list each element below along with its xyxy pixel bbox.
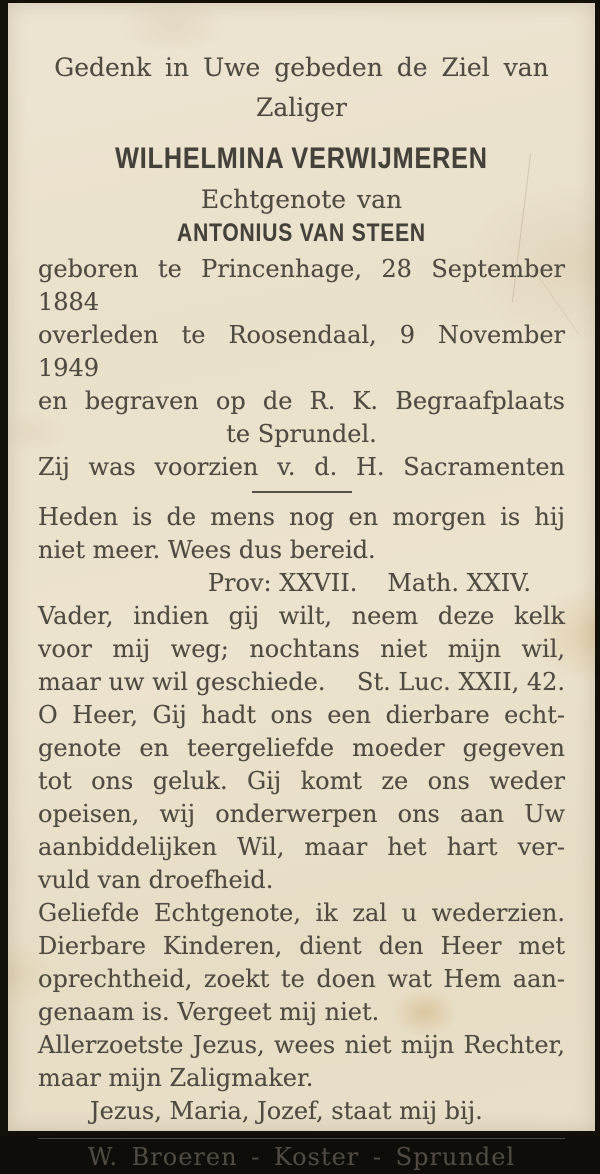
prayer-line: genaam is. Vergeet mij niet. (38, 998, 380, 1026)
prayer-line: genote en teergeliefde moeder gegeven (38, 734, 565, 762)
prayer-line: maar uw wil geschiede. (38, 668, 326, 696)
prayer-line: maar mijn Zaligmaker. (38, 1064, 314, 1092)
prayer-section (38, 501, 565, 1128)
printer-line: W. Broeren - Koster - Sprundel (87, 1143, 516, 1171)
sacraments-line: Zij was voorzien v. d. H. Sacramenten (38, 453, 565, 481)
card-content (8, 3, 595, 1174)
invocation-line: Jezus, Maria, Jozef, staat mij bij. (90, 1097, 483, 1125)
prayer-line: niet meer. Wees dus bereid. (38, 536, 376, 564)
prayer-line: Heden is de mens nog en morgen is hij (38, 503, 565, 531)
prayer-line: Allerzoetste Jezus, wees niet mijn Rechter, (38, 1031, 565, 1059)
scripture-ref-luke: St. Luc. XXII, 42. (357, 668, 565, 696)
prayer-line: Geliefde Echtgenote, ik zal u wederzien. (38, 899, 565, 927)
vitals-section (38, 253, 565, 484)
prayer-line: voor mij weg; nochtans niet mijn wil, (38, 635, 565, 663)
scripture-ref-matthew: Math. XXIV. (387, 569, 531, 597)
intro-line-2: Zaliger (255, 93, 347, 122)
death-line: overleden te Roosendaal, 9 November 1949 (38, 321, 565, 382)
prayer-line: O Heer, Gij hadt ons een dierbare echt- (38, 701, 565, 729)
birth-line: geboren te Princenhage, 28 September 1884 (38, 255, 565, 316)
prayer-line: tot ons geluk. Gij komt ze ons weder (38, 767, 565, 795)
section-divider (252, 491, 352, 493)
scripture-ref-proverbs: Prov: XXVII. (207, 569, 358, 597)
deceased-name: WILHELMINA VERWIJMEREN (115, 142, 488, 175)
prayer-line-with-reference (38, 666, 565, 699)
prayer-line: opeisen, wij onderwerpen ons aan Uw (38, 800, 565, 828)
prayer-line: oprechtheid, zoekt te doen wat Hem aan- (38, 965, 565, 993)
prayer-line: vuld van droefheid. (38, 866, 274, 894)
burial-line-1: en begraven op de R. K. Begraafplaats (38, 387, 565, 415)
memorial-card (8, 3, 595, 1171)
scripture-reference (38, 567, 565, 600)
burial-line-2: te Sprundel. (226, 420, 377, 448)
footer-divider (38, 1138, 565, 1139)
spouse-name: ANTONIUS VAN STEEN (177, 219, 426, 247)
prayer-line: aanbiddelijken Wil, maar het hart ver- (38, 833, 565, 861)
intro-line-1: Gedenk in Uwe gebeden de Ziel van (54, 53, 549, 82)
prayer-line: Vader, indien gij wilt, neem deze kelk (38, 602, 565, 630)
relation-line: Echtgenote van (200, 185, 403, 214)
prayer-line: Dierbare Kinderen, dient den Heer met (38, 932, 565, 960)
